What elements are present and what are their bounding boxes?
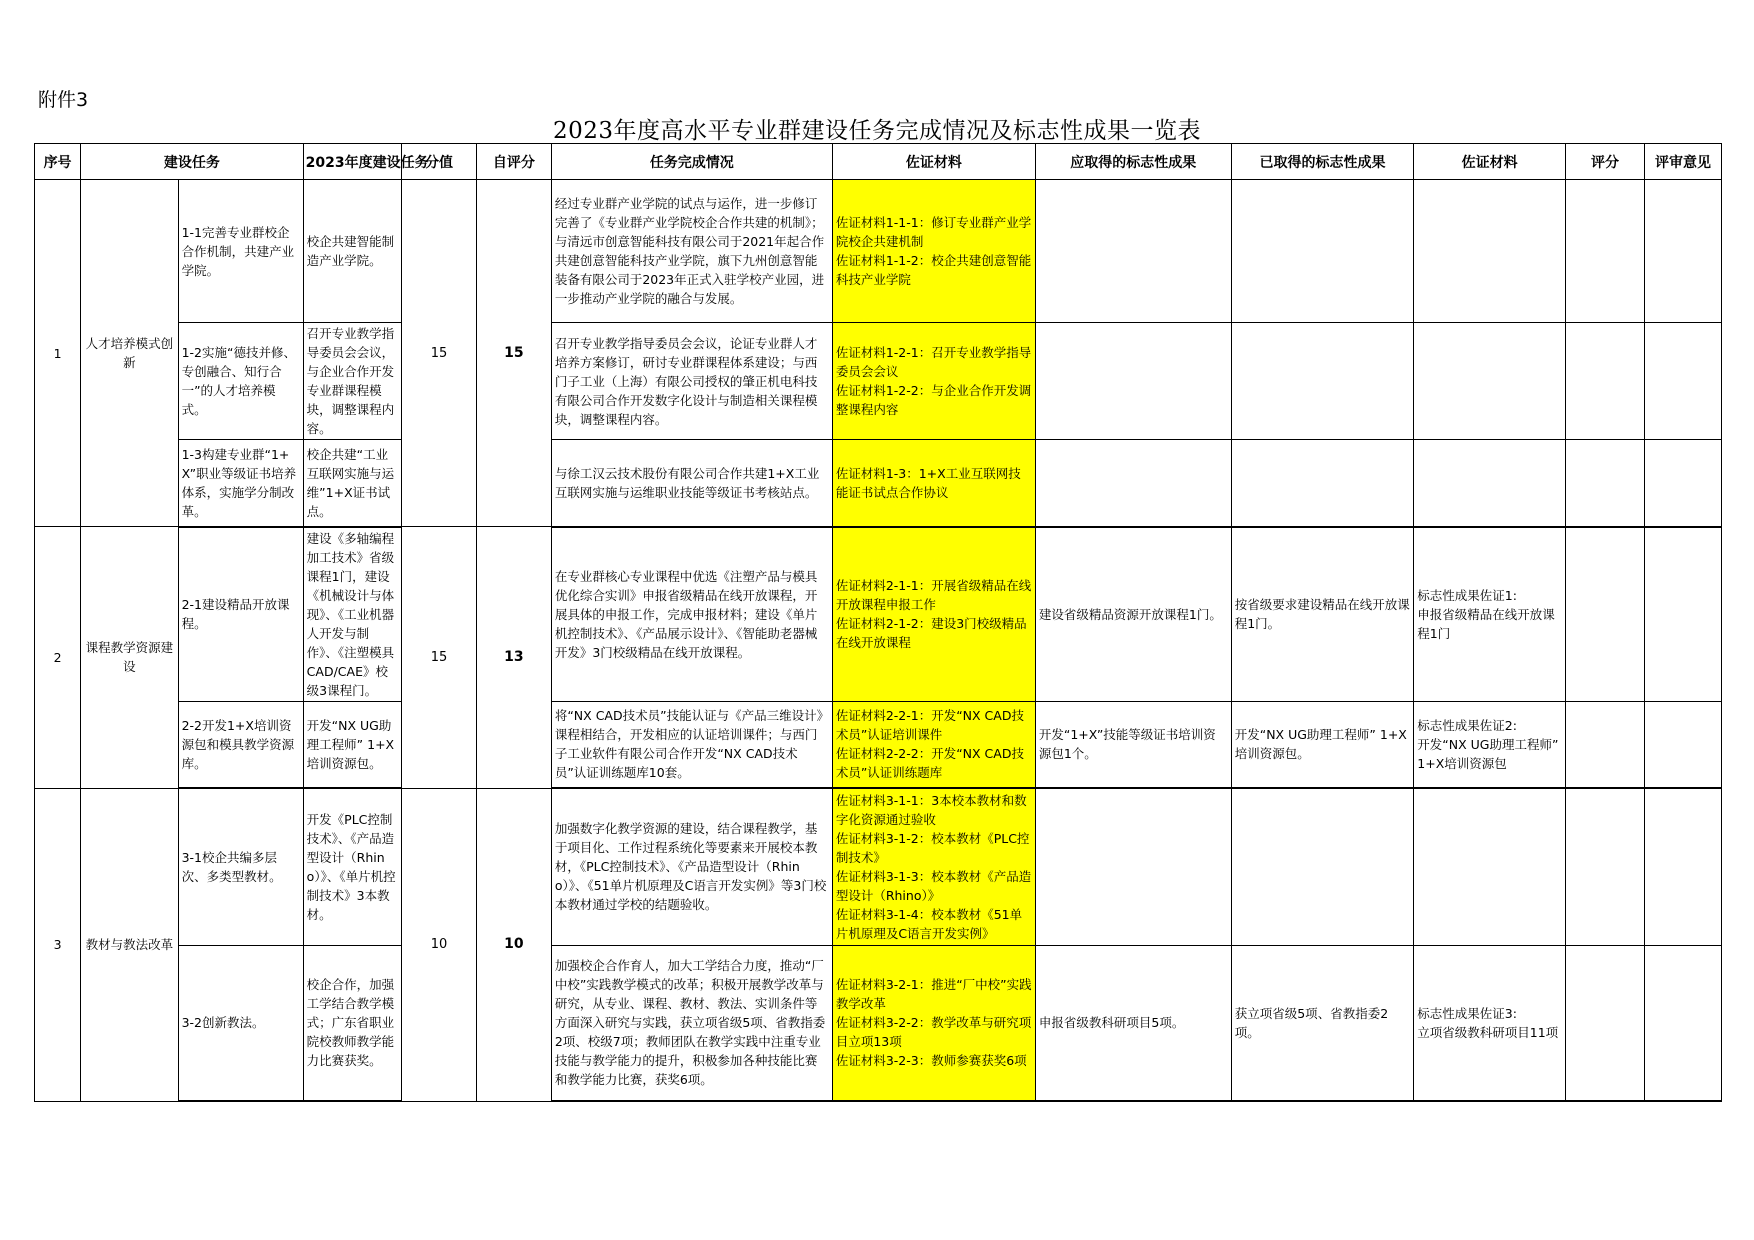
construction-task-text: 课程教学资源建设 [85,640,174,675]
evidence [832,180,1035,323]
expected-achievement-text: 申报省级教科研项目5项。 [1038,1015,1185,1031]
row-number-text: 2 [53,649,62,665]
expected-achievement [1035,180,1231,323]
review-opinion [1644,323,1721,440]
evidence-text: 佐证材料3-1-1：3本校本教材和数字化资源通过验收 佐证材料3-1-2：校本教材《PLC控制技术》 佐证材料3-1-3：校本教材《产品造型设计（Rhino）》 佐证材料3-1-4：校本教材《51单片机原理及C语言开发实例》 [835,792,1032,941]
header-review-opinion: 评审意见 [1644,144,1721,180]
table-row [35,788,1722,945]
expected-achievement [1035,788,1231,945]
header-task: 建设任务 [81,144,304,180]
table-row [35,440,1722,527]
annual-task [303,945,401,1101]
evidence [832,701,1035,788]
achievement-evidence-text: 标志性成果佐证3: 立项省级教科研项目11项 [1417,1005,1559,1040]
annual-task [303,323,401,440]
achievement-evidence-text: 标志性成果佐证2: 开发“NX UG助理工程师” 1+X培训资源包 [1417,717,1559,771]
score [402,180,477,527]
table-row [35,527,1722,702]
review-opinion [1644,440,1721,527]
subtask [178,180,303,323]
subtask [178,701,303,788]
header-achieved: 已取得的标志性成果 [1231,144,1414,180]
evidence-text: 佐证材料2-2-1：开发“NX CAD技术员”认证培训课件 佐证材料2-2-2：开发“NX CAD技术员”认证训练题库 [835,708,1024,781]
annual-task-text: 开发《PLC控制技术》、《产品造型设计（Rhino）》、《单片机控制技术》3本教材。 [306,811,396,922]
completion-status-text: 加强数字化教学资源的建设，结合课程教学，基于项目化、工作过程系统化等要素来开展校本教材，《PLC控制技术》、《产品造型设计（Rhino）》、《51单片机原理及C语言开发实例》等3门校本教材通过学校的结题验收。 [554,821,827,913]
subtask-text: 3-2创新教法。 [181,1015,265,1031]
table-body [35,180,1722,1102]
row-number [35,527,81,789]
document-title: 2023年度高水平专业群建设任务完成情况及标志性成果一览表 [552,118,1202,144]
review-opinion [1644,527,1721,702]
score [402,527,477,789]
header-rating: 评分 [1566,144,1645,180]
achievement-evidence-text: 标志性成果佐证1: 申报省级精品在线开放课程1门 [1417,587,1555,641]
achievement-evidence [1414,527,1566,702]
expected-achievement [1035,440,1231,527]
table-header-row [35,144,1722,180]
achieved-achievement [1231,323,1414,440]
self-score [476,180,551,527]
achieved-achievement-text: 开发“NX UG助理工程师” 1+X培训资源包。 [1234,727,1407,762]
score-text: 15 [430,649,448,665]
evidence [832,945,1035,1101]
rating [1566,440,1645,527]
rating [1566,945,1645,1101]
header-score: 分值 [402,144,477,180]
achievement-table [34,143,1722,1102]
completion-status-text: 经过专业群产业学院的试点与运作，进一步修订完善了《专业群产业学院校企合作共建的机制》；与清远市创意智能科技有限公司于2021年起合作共建创意智能科技产业学院，旗下九州创意智能装备有限公司于2023年正式入驻学校产业园，进一步推动产业学院的融合与发展。 [554,196,825,306]
subtask-text: 2-2开发1+X培训资源包和模具教学资源库。 [181,717,295,771]
subtask-text: 1-2实施“德技并修、专创融合、知行合一”的人才培养模式。 [181,345,296,417]
row-number [35,788,81,1101]
completion-status-text: 召开专业教学指导委员会会议，论证专业群人才培养方案修订，研讨专业群课程体系建设；与西门子工业（上海）有限公司授权的肇正机电科技有限公司合作开发数字化设计与制造相关课程模块，调整课程内容。 [554,335,818,427]
construction-task [81,180,178,527]
annual-task-text: 校企共建智能制造产业学院。 [306,234,395,268]
expected-achievement [1035,323,1231,440]
subtask [178,527,303,702]
completion-status [551,180,832,323]
rating [1566,701,1645,788]
completion-status-text: 在专业群核心专业课程中优选《注塑产品与模具优化综合实训》申报省级精品在线开放课程，开展具体的申报工作，完成申报材料；建设《单片机控制技术》、《产品展示设计》、《智能助老器械开发》3门校级精品在线开放课程。 [554,568,818,660]
header-expected-achievement: 应取得的标志性成果 [1035,144,1231,180]
achieved-achievement [1231,945,1414,1101]
review-opinion [1644,945,1721,1101]
expected-achievement [1035,945,1231,1101]
achievement-evidence [1414,788,1566,945]
review-opinion [1644,701,1721,788]
evidence-text: 佐证材料3-2-1：推进“厂中校”实践教学改革 佐证材料3-2-2：教学改革与研究项目立项13项 佐证材料3-2-3：教师参赛获奖6项 [835,977,1032,1069]
subtask [178,440,303,527]
score-text: 15 [430,345,448,361]
self-score-text: 10 [504,936,524,952]
achieved-achievement [1231,440,1414,527]
header-evidence: 佐证材料 [832,144,1035,180]
table-row [35,701,1722,788]
achievement-evidence [1414,180,1566,323]
achievement-evidence [1414,323,1566,440]
annual-task [303,440,401,527]
achieved-achievement-text: 按省级要求建设精品在线开放课程1门。 [1234,597,1410,631]
annual-task-text: 校企合作，加强工学结合教学模式；广东省职业院校教师教学能力比赛获奖。 [306,977,395,1069]
self-score [476,788,551,1101]
header-self-score: 自评分 [476,144,551,180]
subtask-text: 1-3构建专业群“1+X”职业等级证书培养体系，实施学分制改革。 [181,446,297,519]
completion-status-text: 将“NX CAD技术员”技能认证与《产品三维设计》课程相结合，开发相应的认证培训课件；与西门子工业软件有限公司合作开发“NX CAD技术员”认证训练题库10套。 [554,708,823,781]
achievement-evidence [1414,701,1566,788]
achieved-achievement [1231,180,1414,323]
annual-task [303,788,401,945]
header-completion: 任务完成情况 [551,144,832,180]
achieved-achievement-text: 获立项省级5项、省教指委2项。 [1234,1005,1389,1040]
subtask-text: 3-1校企共编多层次、多类型教材。 [181,849,282,884]
annual-task-text: 召开专业教学指导委员会会议，与企业合作开发专业群课程模块，调整课程内容。 [306,326,395,436]
achieved-achievement [1231,527,1414,702]
evidence [832,527,1035,702]
annual-task [303,527,401,702]
rating [1566,788,1645,945]
annual-task-text: 建设《多轴编程加工技术》省级课程1门，建设《机械设计与体现》、《工业机器人开发与制作》、《注塑模具CAD/CAE》校级3课程门。 [306,530,395,698]
header-no: 序号 [35,144,81,180]
self-score [476,527,551,789]
review-opinion [1644,180,1721,323]
evidence-text: 佐证材料1-3：1+X工业互联网技能证书试点合作协议 [835,465,1021,500]
achieved-achievement [1231,701,1414,788]
construction-task-text: 人才培养模式创新 [85,336,174,370]
score-text: 10 [430,937,448,952]
completion-status [551,701,832,788]
attachment-label: 附件3 [38,89,89,111]
annual-task [303,701,401,788]
subtask-text: 1-1完善专业群校企合作机制，共建产业学院。 [181,224,295,278]
self-score-text: 13 [504,648,524,665]
row-number-text: 1 [53,345,62,361]
subtask-text: 2-1建设精品开放课程。 [181,597,290,631]
evidence-text: 佐证材料1-1-1：修订专业群产业学院校企共建机制 佐证材料1-1-2：校企共建创意智能科技产业学院 [835,215,1032,287]
achievement-evidence [1414,440,1566,527]
row-number [35,180,81,527]
expected-achievement [1035,701,1231,788]
expected-achievement-text: 开发“1+X”技能等级证书培训资源包1个。 [1038,727,1216,762]
evidence [832,323,1035,440]
review-opinion [1644,788,1721,945]
subtask [178,945,303,1101]
self-score-text: 15 [504,344,524,361]
construction-task-text: 教材与教法改革 [85,937,174,952]
table-row [35,323,1722,440]
subtask [178,323,303,440]
achieved-achievement [1231,788,1414,945]
score [402,788,477,1101]
completion-status [551,788,832,945]
completion-status [551,323,832,440]
header-annual-task: 2023年度建设任务 [303,144,401,180]
rating [1566,527,1645,702]
expected-achievement [1035,527,1231,702]
annual-task [303,180,401,323]
completion-status [551,527,832,702]
table-row [35,945,1722,1101]
subtask [178,788,303,945]
annual-task-text: 开发“NX UG助理工程师” 1+X培训资源包。 [306,717,395,771]
achievement-evidence [1414,945,1566,1101]
rating [1566,323,1645,440]
completion-status-text: 与徐工汉云技术股份有限公司合作共建1+X工业互联网实施与运维职业技能等级证书考核站点。 [554,465,820,500]
evidence-text: 佐证材料2-1-1：开展省级精品在线开放课程申报工作 佐证材料2-1-2：建设3门校级精品在线开放课程 [835,578,1032,650]
expected-achievement-text: 建设省级精品资源开放课程1门。 [1038,606,1222,622]
rating [1566,180,1645,323]
evidence [832,440,1035,527]
header-achievement-evidence: 佐证材料 [1414,144,1566,180]
construction-task [81,527,178,789]
evidence [832,788,1035,945]
completion-status [551,945,832,1101]
completion-status-text: 加强校企合作育人，加大工学结合力度，推动“厂中校”实践教学模式的改革；积极开展教学改革与研究，从专业、课程、教材、教法、实训条件等方面深入研究与实践，获立项省级5项、省教指委2项、校级7项；教师团队在教学实践中注重专业技能与教学能力的提升，积极参加各种技能比赛和教学能力比赛，获奖6项。 [554,958,826,1088]
annual-task-text: 校企共建“工业互联网实施与运维”1+X证书试点。 [306,446,395,519]
row-number-text: 3 [53,937,62,952]
completion-status [551,440,832,527]
table-row [35,180,1722,323]
construction-task [81,788,178,1101]
evidence-text: 佐证材料1-2-1：召开专业教学指导委员会会议 佐证材料1-2-2：与企业合作开发调整课程内容 [835,345,1032,417]
